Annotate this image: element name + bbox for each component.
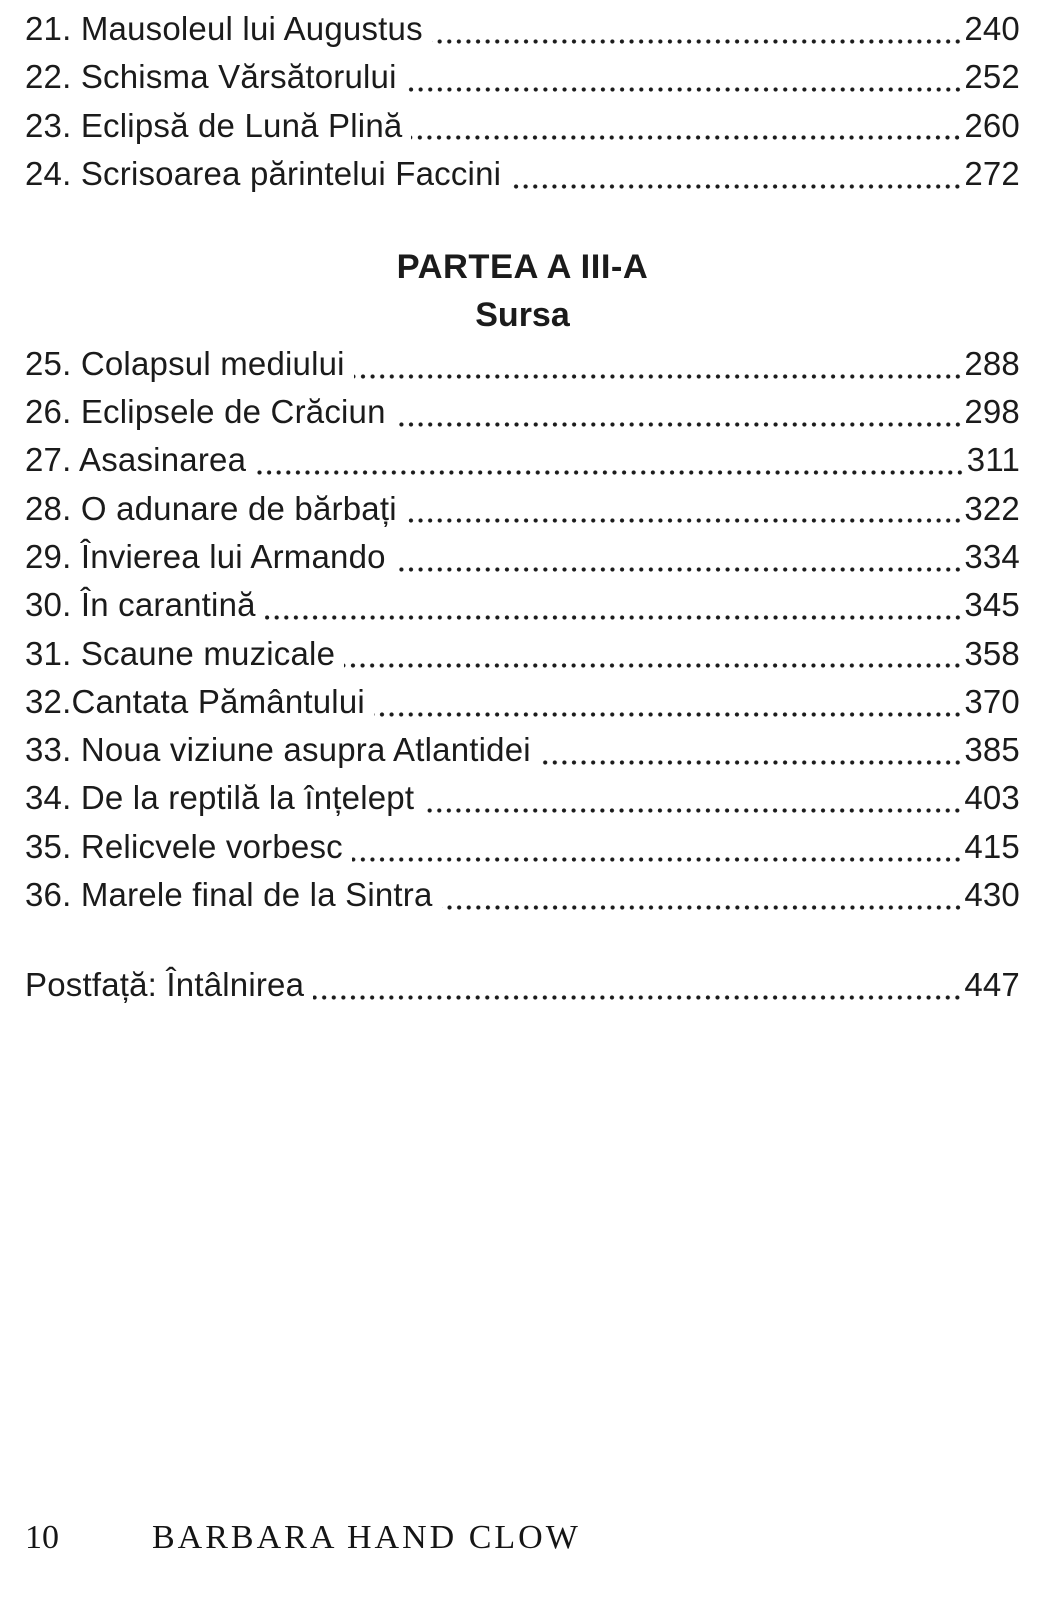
toc-leader-dots [406,518,963,523]
toc-entry-page: 334 [964,537,1020,575]
toc-leader-dots [352,857,962,862]
toc-entry-label: 24. Scrisoarea părintelui Faccini [25,154,502,192]
toc-entry-page: 298 [964,393,1020,431]
toc-entry [25,581,1020,629]
toc-entry [25,823,1020,871]
toc-leader-dots [432,39,963,44]
toc-entry-page: 288 [964,344,1020,382]
toc-entry-page: 252 [964,58,1020,96]
toc-entry [25,533,1020,581]
toc-leader-dots [395,567,963,572]
toc-entry-page: 311 [966,441,1020,479]
toc-entry-page: 447 [964,966,1020,1004]
toc-entry [25,961,1020,1009]
toc-entry [25,485,1020,533]
toc-entry-label: 23. Eclipsă de Lună Plină [25,106,403,144]
toc-entry [25,678,1020,726]
toc-entry-page: 430 [964,876,1020,914]
toc-entry-page: 370 [964,682,1020,720]
toc-entry [25,53,1020,101]
toc-entry-label: 36. Marele final de la Sintra [25,876,433,914]
toc-entry [25,5,1020,53]
toc-entry-page: 345 [964,586,1020,624]
footer-page-number: 10 [25,1519,59,1556]
toc-entry-label: 34. De la reptilă la înțelept [25,779,415,817]
toc-entry [25,726,1020,774]
toc-entry [25,102,1020,150]
toc-leader-dots [395,422,963,427]
toc-entry-label: 29. Învierea lui Armando [25,537,386,575]
toc-page-content [25,5,1020,1010]
toc-entry-page: 385 [964,731,1020,769]
toc-section-before-part [25,5,1020,198]
toc-postface-section [25,961,1020,1009]
toc-entry-label: 30. În carantină [25,586,256,624]
toc-leader-dots [354,374,963,379]
toc-entry-page: 322 [964,489,1020,527]
toc-leader-dots [255,470,965,475]
toc-entry [25,340,1020,388]
toc-entry [25,436,1020,484]
toc-entry-label: 21. Mausoleul lui Augustus [25,10,423,47]
toc-entry-page: 403 [964,779,1020,817]
toc-leader-dots [313,995,962,1000]
footer-running-title: BARBARA HAND CLOW [152,1519,581,1556]
toc-entry-label: 28. O adunare de bărbați [25,489,397,527]
toc-entry-label: 33. Noua viziune asupra Atlantidei [25,731,531,769]
page-footer [25,1518,1020,1558]
toc-entry [25,150,1020,198]
toc-entry [25,871,1020,919]
toc-entry [25,774,1020,822]
toc-entry-label: 25. Colapsul mediului [25,344,345,382]
toc-entry-page: 260 [964,106,1020,144]
toc-entry [25,388,1020,436]
toc-leader-dots [411,135,962,140]
toc-leader-dots [344,663,962,668]
toc-entry-label: 27. Asasinarea [25,441,247,479]
toc-section-after-part [25,340,1020,920]
toc-leader-dots [442,905,963,910]
toc-entry-label: 26. Eclipsele de Crăciun [25,393,386,431]
toc-entry-page: 358 [964,634,1020,672]
toc-leader-dots [423,808,962,813]
part-heading-subtitle: Sursa [475,296,570,335]
toc-entry-page: 415 [964,827,1020,865]
toc-leader-dots [374,712,962,717]
toc-leader-dots [510,184,962,189]
toc-entry [25,630,1020,678]
part-heading-title: PARTEA A III-A [396,248,649,287]
toc-leader-dots [265,615,963,620]
toc-entry-label: 22. Schisma Vărsătorului [25,58,397,96]
toc-entry-page: 272 [964,154,1020,192]
toc-leader-dots [540,760,963,765]
toc-entry-label: 35. Relicvele vorbesc [25,827,343,865]
toc-entry-label: 31. Scaune muzicale [25,634,336,672]
toc-leader-dots [406,87,963,92]
toc-entry-page: 240 [964,10,1020,47]
toc-entry-label: Postfață: Întâlnirea [25,966,305,1004]
toc-entry-label: 32.Cantata Pământului [25,682,365,720]
